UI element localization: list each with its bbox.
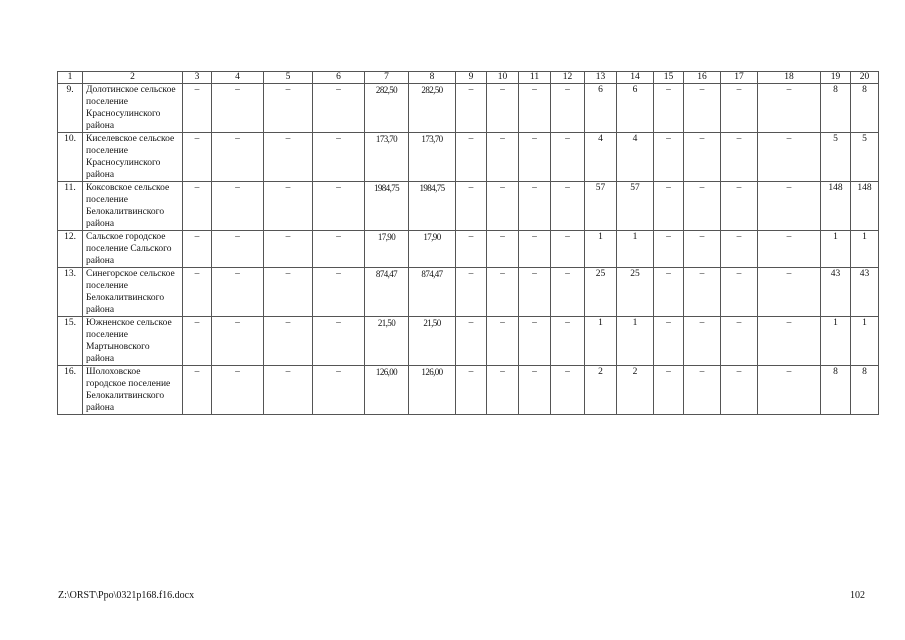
- value-cell: –: [313, 182, 365, 231]
- value-cell: 1984,75: [409, 182, 456, 231]
- column-number-header: 14: [617, 72, 654, 84]
- column-number-header: 19: [821, 72, 851, 84]
- value-cell: –: [519, 182, 551, 231]
- value-cell: –: [758, 84, 821, 133]
- value-cell: –: [721, 84, 758, 133]
- value-cell: –: [684, 317, 721, 366]
- value-cell: 8: [851, 366, 879, 415]
- value-cell: 126,00: [365, 366, 409, 415]
- value-cell: –: [721, 317, 758, 366]
- column-number-header: 20: [851, 72, 879, 84]
- value-cell: –: [654, 231, 684, 268]
- column-number-header: 8: [409, 72, 456, 84]
- value-cell: –: [212, 133, 264, 182]
- column-number-header: 1: [58, 72, 83, 84]
- value-cell: –: [654, 182, 684, 231]
- value-cell: –: [487, 133, 519, 182]
- value-cell: –: [551, 317, 585, 366]
- value-cell: –: [313, 268, 365, 317]
- value-cell: –: [456, 231, 487, 268]
- column-number-header: 18: [758, 72, 821, 84]
- value-cell: –: [654, 268, 684, 317]
- value-cell: 6: [617, 84, 654, 133]
- value-cell: –: [487, 317, 519, 366]
- value-cell: –: [721, 182, 758, 231]
- value-cell: –: [519, 231, 551, 268]
- value-cell: –: [721, 268, 758, 317]
- value-cell: 2: [585, 366, 617, 415]
- value-cell: –: [212, 317, 264, 366]
- table-row: [58, 317, 879, 366]
- value-cell: –: [654, 317, 684, 366]
- value-cell: –: [758, 133, 821, 182]
- column-number-header: 13: [585, 72, 617, 84]
- value-cell: 21,50: [409, 317, 456, 366]
- column-number-header: 6: [313, 72, 365, 84]
- value-cell: 8: [821, 366, 851, 415]
- value-cell: 126,00: [409, 366, 456, 415]
- value-cell: –: [487, 366, 519, 415]
- value-cell: 2: [617, 366, 654, 415]
- value-cell: –: [758, 317, 821, 366]
- value-cell: –: [519, 268, 551, 317]
- value-cell: 148: [821, 182, 851, 231]
- value-cell: –: [264, 231, 313, 268]
- value-cell: –: [551, 231, 585, 268]
- header-row: [58, 72, 879, 84]
- value-cell: 1984,75: [365, 182, 409, 231]
- value-cell: 173,70: [409, 133, 456, 182]
- value-cell: 4: [617, 133, 654, 182]
- value-cell: –: [551, 84, 585, 133]
- column-number-header: 17: [721, 72, 758, 84]
- column-number-header: 2: [83, 72, 183, 84]
- column-number-header: 15: [654, 72, 684, 84]
- value-cell: –: [487, 231, 519, 268]
- value-cell: –: [551, 133, 585, 182]
- value-cell: –: [721, 366, 758, 415]
- value-cell: –: [456, 84, 487, 133]
- value-cell: –: [721, 231, 758, 268]
- column-number-header: 10: [487, 72, 519, 84]
- table-row: [58, 133, 879, 182]
- value-cell: 6: [585, 84, 617, 133]
- row-index-cell: 16.: [58, 366, 83, 415]
- value-cell: 57: [617, 182, 654, 231]
- value-cell: –: [264, 84, 313, 133]
- column-number-header: 3: [183, 72, 212, 84]
- value-cell: –: [313, 133, 365, 182]
- table-row: [58, 84, 879, 133]
- column-number-header: 7: [365, 72, 409, 84]
- settlement-name-cell: Долотинское сельское поселение Красносулинского района: [83, 84, 183, 133]
- value-cell: –: [654, 84, 684, 133]
- value-cell: –: [313, 84, 365, 133]
- value-cell: –: [456, 366, 487, 415]
- value-cell: –: [456, 182, 487, 231]
- value-cell: 21,50: [365, 317, 409, 366]
- row-index-cell: 11.: [58, 182, 83, 231]
- column-number-header: 11: [519, 72, 551, 84]
- value-cell: –: [519, 366, 551, 415]
- value-cell: –: [654, 133, 684, 182]
- value-cell: 1: [821, 231, 851, 268]
- value-cell: –: [212, 231, 264, 268]
- value-cell: –: [654, 366, 684, 415]
- row-index-cell: 9.: [58, 84, 83, 133]
- value-cell: 1: [851, 317, 879, 366]
- value-cell: –: [183, 317, 212, 366]
- row-index-cell: 12.: [58, 231, 83, 268]
- value-cell: –: [313, 317, 365, 366]
- column-number-header: 16: [684, 72, 721, 84]
- file-path: Z:\ORST\Ppo\0321p168.f16.docx: [58, 590, 195, 601]
- column-number-header: 12: [551, 72, 585, 84]
- value-cell: –: [313, 366, 365, 415]
- value-cell: –: [313, 231, 365, 268]
- value-cell: –: [183, 366, 212, 415]
- value-cell: –: [758, 182, 821, 231]
- value-cell: 4: [585, 133, 617, 182]
- settlement-name-cell: Южненское сельское поселение Мартыновского района: [83, 317, 183, 366]
- value-cell: –: [456, 133, 487, 182]
- value-cell: –: [758, 366, 821, 415]
- value-cell: –: [684, 366, 721, 415]
- value-cell: 17,90: [365, 231, 409, 268]
- settlement-name-cell: Синегорское сельское поселение Белокалитвинского района: [83, 268, 183, 317]
- value-cell: –: [519, 317, 551, 366]
- value-cell: –: [551, 366, 585, 415]
- value-cell: –: [684, 231, 721, 268]
- value-cell: 148: [851, 182, 879, 231]
- table-row: [58, 366, 879, 415]
- value-cell: 173,70: [365, 133, 409, 182]
- value-cell: 874,47: [365, 268, 409, 317]
- value-cell: 57: [585, 182, 617, 231]
- row-index-cell: 15.: [58, 317, 83, 366]
- value-cell: –: [212, 182, 264, 231]
- value-cell: –: [684, 84, 721, 133]
- value-cell: 43: [821, 268, 851, 317]
- column-number-header: 9: [456, 72, 487, 84]
- value-cell: –: [519, 133, 551, 182]
- value-cell: –: [183, 133, 212, 182]
- value-cell: –: [758, 268, 821, 317]
- value-cell: –: [212, 84, 264, 133]
- value-cell: –: [487, 182, 519, 231]
- value-cell: –: [721, 133, 758, 182]
- value-cell: –: [456, 268, 487, 317]
- row-index-cell: 13.: [58, 268, 83, 317]
- settlement-name-cell: Коксовское сельское поселение Белокалитвинского района: [83, 182, 183, 231]
- value-cell: 8: [851, 84, 879, 133]
- value-cell: 874,47: [409, 268, 456, 317]
- column-number-header: 5: [264, 72, 313, 84]
- settlement-name-cell: Киселевское сельское поселение Красносулинского района: [83, 133, 183, 182]
- value-cell: 5: [851, 133, 879, 182]
- table-row: [58, 268, 879, 317]
- value-cell: –: [487, 84, 519, 133]
- value-cell: –: [487, 268, 519, 317]
- value-cell: –: [212, 268, 264, 317]
- value-cell: 282,50: [365, 84, 409, 133]
- value-cell: 1: [821, 317, 851, 366]
- settlement-name-cell: Сальское городское поселение Сальского района: [83, 231, 183, 268]
- value-cell: –: [183, 231, 212, 268]
- value-cell: –: [264, 133, 313, 182]
- value-cell: –: [264, 366, 313, 415]
- value-cell: –: [183, 182, 212, 231]
- value-cell: 43: [851, 268, 879, 317]
- table-row: [58, 231, 879, 268]
- value-cell: 1: [617, 317, 654, 366]
- value-cell: 17,90: [409, 231, 456, 268]
- value-cell: 25: [617, 268, 654, 317]
- value-cell: 1: [617, 231, 654, 268]
- column-number-header: 4: [212, 72, 264, 84]
- value-cell: –: [183, 268, 212, 317]
- value-cell: –: [684, 268, 721, 317]
- value-cell: –: [551, 268, 585, 317]
- value-cell: –: [758, 231, 821, 268]
- value-cell: –: [684, 133, 721, 182]
- value-cell: –: [519, 84, 551, 133]
- row-index-cell: 10.: [58, 133, 83, 182]
- value-cell: 5: [821, 133, 851, 182]
- value-cell: 8: [821, 84, 851, 133]
- table-row: [58, 182, 879, 231]
- value-cell: –: [264, 317, 313, 366]
- value-cell: –: [456, 317, 487, 366]
- value-cell: –: [684, 182, 721, 231]
- data-table: [57, 71, 879, 415]
- value-cell: –: [264, 182, 313, 231]
- value-cell: –: [264, 268, 313, 317]
- value-cell: 1: [585, 317, 617, 366]
- value-cell: 25: [585, 268, 617, 317]
- settlement-name-cell: Шолоховское городское поселение Белокалитвинского района: [83, 366, 183, 415]
- value-cell: 282,50: [409, 84, 456, 133]
- value-cell: –: [183, 84, 212, 133]
- value-cell: –: [551, 182, 585, 231]
- value-cell: 1: [851, 231, 879, 268]
- value-cell: –: [212, 366, 264, 415]
- value-cell: 1: [585, 231, 617, 268]
- page-number: 102: [850, 590, 865, 601]
